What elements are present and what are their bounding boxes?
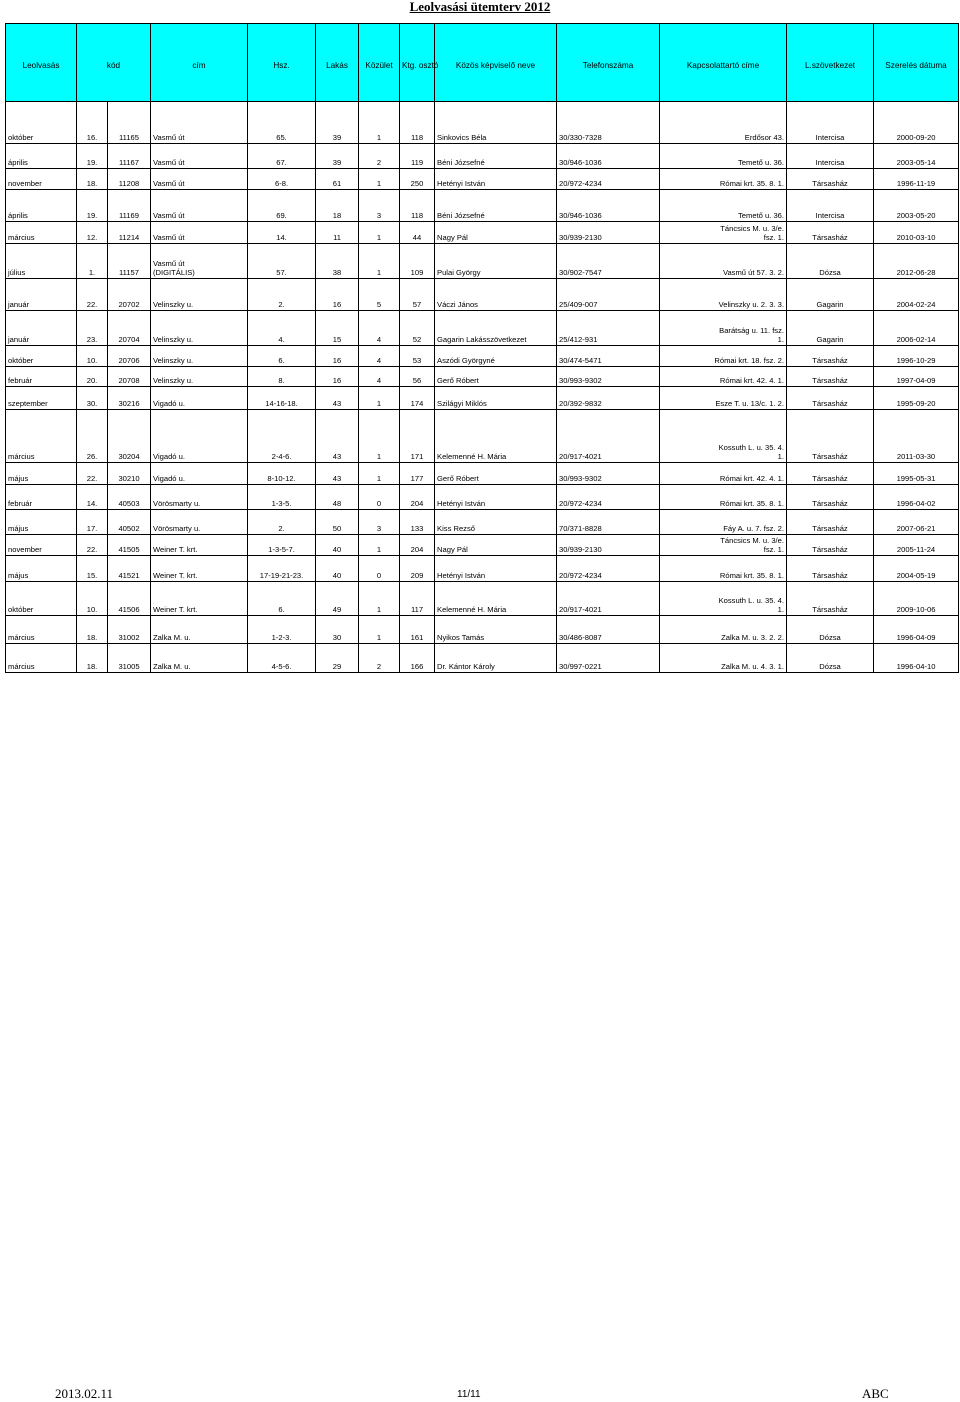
table-cell: 1 [359,410,400,463]
table-cell: 4. [248,311,316,346]
table-cell: 43 [316,463,359,485]
table-cell: Társasház [787,222,874,244]
table-cell: 2-4-6. [248,410,316,463]
table-cell: Váczi János [435,279,557,311]
table-cell: Gagarin [787,311,874,346]
table-cell: 30/330-7328 [557,102,660,144]
table-cell: 30/939-2130 [557,222,660,244]
table-cell: 17-19-21-23. [248,556,316,582]
table-cell: 20702 [108,279,151,311]
table-cell: 40502 [108,510,151,535]
table-row [6,556,959,582]
header-cell: Leolvasás [6,24,77,102]
header-cell: Lakás [316,24,359,102]
table-cell: 20/972-4234 [557,485,660,510]
table-cell: Zalka M. u. [151,644,248,673]
table-row [6,346,959,367]
table-cell: 16 [316,279,359,311]
table-cell: 26. [77,410,108,463]
table-cell: Weiner T. krt. [151,556,248,582]
table-cell: Zalka M. u. 4. 3. 1. [660,644,787,673]
table-cell: 52 [400,311,435,346]
table-cell: Béni Józsefné [435,190,557,222]
table-row [6,279,959,311]
table-cell: 1995-09-20 [874,387,959,410]
table-cell: Barátság u. 11. fsz. 1. [660,311,787,346]
table-cell: 11157 [108,244,151,279]
table-cell: 250 [400,169,435,190]
table-cell: 19. [77,190,108,222]
table-cell: október [6,102,77,144]
table-cell: március [6,222,77,244]
table-cell: Dózsa [787,616,874,644]
table-cell: Dózsa [787,644,874,673]
table-cell: május [6,556,77,582]
table-cell: Társasház [787,410,874,463]
table-cell: 20/972-4234 [557,556,660,582]
table-row [6,244,959,279]
table-cell: február [6,485,77,510]
table-cell: 1 [359,387,400,410]
table-cell: 2000-09-20 [874,102,959,144]
table-cell: október [6,346,77,367]
table-cell: 1-3-5-7. [248,535,316,556]
table-cell: január [6,279,77,311]
header-cell: Közület [359,24,400,102]
table-cell: 109 [400,244,435,279]
table-cell: 1-2-3. [248,616,316,644]
table-cell: 133 [400,510,435,535]
table-cell: 1997-04-09 [874,367,959,387]
table-cell: 69. [248,190,316,222]
table-cell: 30/902-7547 [557,244,660,279]
table-cell: 6-8. [248,169,316,190]
table-header-row [6,24,959,102]
table-cell: Kiss Rezső [435,510,557,535]
table-cell: 20708 [108,367,151,387]
header-cell: Közös képviselő neve [435,24,557,102]
footer-date: 2013.02.11 [55,1386,114,1401]
footer-page-number: 11/11 [457,1389,481,1400]
table-cell: Gerő Róbert [435,463,557,485]
table-cell: 30/486-8087 [557,616,660,644]
table-cell: 23. [77,311,108,346]
table-cell: 49 [316,582,359,616]
table-cell: 41506 [108,582,151,616]
table-cell: 30/993-9302 [557,463,660,485]
table-cell: Nagy Pál [435,535,557,556]
table-cell: 174 [400,387,435,410]
table-cell: Dr. Kántor Károly [435,644,557,673]
table-row [6,616,959,644]
table-cell: 3 [359,190,400,222]
table-cell: 11 [316,222,359,244]
table-cell: 30/997-0221 [557,644,660,673]
table-cell: 25/409-007 [557,279,660,311]
table-cell: Társasház [787,463,874,485]
table-cell: Társasház [787,582,874,616]
header-cell: Kapcsolattartó címe [660,24,787,102]
table-cell: 4 [359,367,400,387]
table-cell: Intercisa [787,144,874,169]
table-row [6,510,959,535]
table-cell: 31005 [108,644,151,673]
table-cell: Intercisa [787,190,874,222]
header-cell: cím [151,24,248,102]
table-cell: Dózsa [787,244,874,279]
table-cell: március [6,644,77,673]
table-cell: 14. [248,222,316,244]
table-cell: 2010-03-10 [874,222,959,244]
table-cell: május [6,510,77,535]
table-cell: Vigadó u. [151,410,248,463]
table-cell: 10. [77,582,108,616]
table-cell: 56 [400,367,435,387]
table-cell: Táncsics M. u. 3/e. fsz. 1. [660,222,787,244]
table-cell: 30/993-9302 [557,367,660,387]
table-cell: Vörösmarty u. [151,510,248,535]
table-cell: Vigadó u. [151,387,248,410]
table-cell: 30/946-1036 [557,190,660,222]
table-cell: április [6,190,77,222]
table-cell: 1 [359,102,400,144]
table-cell: 1 [359,244,400,279]
table-cell: Intercisa [787,102,874,144]
table-cell: Pulai György [435,244,557,279]
table-cell: Hetényi István [435,556,557,582]
table-cell: 1. [77,244,108,279]
table-cell: Vigadó u. [151,463,248,485]
table-cell: 166 [400,644,435,673]
header-cell: Ktg. osztó [400,24,435,102]
table-cell: Weiner T. krt. [151,582,248,616]
table-cell: 67. [248,144,316,169]
table-cell: 1 [359,535,400,556]
table-cell: 20/917-4021 [557,410,660,463]
table-cell: 18. [77,644,108,673]
table-cell: 20/972-4234 [557,169,660,190]
table-row [6,190,959,222]
table-cell: 48 [316,485,359,510]
table-cell: 22. [77,463,108,485]
table-cell: Béni Józsefné [435,144,557,169]
table-cell: 177 [400,463,435,485]
table-cell: 43 [316,410,359,463]
table-cell: 2. [248,279,316,311]
table-cell: 1996-04-10 [874,644,959,673]
table-cell: 16 [316,346,359,367]
table-cell: Esze T. u. 13/c. 1. 2. [660,387,787,410]
table-cell: január [6,311,77,346]
table-cell: 209 [400,556,435,582]
table-cell: 2. [248,510,316,535]
table-cell: 22. [77,279,108,311]
table-cell: november [6,169,77,190]
table-cell: március [6,410,77,463]
table-cell: 44 [400,222,435,244]
table-cell: Fáy A. u. 7. fsz. 2. [660,510,787,535]
table-cell: Velinszky u. [151,367,248,387]
table-cell: 204 [400,535,435,556]
table-cell: Aszódi Györgyné [435,346,557,367]
table-cell: Velinszky u. 2. 3. 3. [660,279,787,311]
table-cell: 43 [316,387,359,410]
table-cell: 1 [359,582,400,616]
footer-code: ABC [862,1386,889,1401]
table-cell: Zalka M. u. 3. 2. 2. [660,616,787,644]
table-cell: 22. [77,535,108,556]
table-cell: 50 [316,510,359,535]
table-cell: 25/412-931 [557,311,660,346]
header-cell: L.szövetkezet [787,24,874,102]
table-cell: 2 [359,144,400,169]
table-cell: 29 [316,644,359,673]
table-cell: 171 [400,410,435,463]
table-cell: Vasmű út [151,190,248,222]
table-cell: 1996-10-29 [874,346,959,367]
table-row [6,367,959,387]
table-cell: 1 [359,463,400,485]
table-cell: 38 [316,244,359,279]
table-cell: szeptember [6,387,77,410]
table-cell: 11165 [108,102,151,144]
table-cell: 4 [359,311,400,346]
table-cell: 31002 [108,616,151,644]
table-cell: Római krt. 42. 4. 1. [660,367,787,387]
table-cell: 1995-05-31 [874,463,959,485]
table-cell: 161 [400,616,435,644]
table-cell: Vörösmarty u. [151,485,248,510]
table-cell: május [6,463,77,485]
table-cell: Kossuth L. u. 35. 4. 1. [660,582,787,616]
table-cell: Velinszky u. [151,279,248,311]
table-cell: 30/939-2130 [557,535,660,556]
table-cell: 40503 [108,485,151,510]
table-cell: 2003-05-20 [874,190,959,222]
table-cell: Sinkovics Béla [435,102,557,144]
table-cell: 65. [248,102,316,144]
table-cell: március [6,616,77,644]
table-cell: 11214 [108,222,151,244]
table-cell: 119 [400,144,435,169]
table-cell: Erdősor 43. [660,102,787,144]
table-cell: Római krt. 42. 4. 1. [660,463,787,485]
table-cell: 12. [77,222,108,244]
table-cell: 1-3-5. [248,485,316,510]
table-cell: 2006-02-14 [874,311,959,346]
table-cell: 30216 [108,387,151,410]
table-row [6,311,959,346]
table-cell: 16 [316,367,359,387]
table-cell: Temető u. 36. [660,144,787,169]
table-cell: 0 [359,485,400,510]
table-cell: 2012-06-28 [874,244,959,279]
table-cell: 57 [400,279,435,311]
table-cell: Vasmű út [151,222,248,244]
table-cell: Kelemenné H. Mária [435,410,557,463]
table-cell: Velinszky u. [151,311,248,346]
table-cell: 40 [316,556,359,582]
table-cell: 2011-03-30 [874,410,959,463]
table-cell: 15. [77,556,108,582]
table-cell: Római krt. 35. 8. 1. [660,169,787,190]
table-row [6,102,959,144]
table-cell: Társasház [787,556,874,582]
table-cell: Velinszky u. [151,346,248,367]
table-row [6,410,959,463]
table-cell: Szilágyi Miklós [435,387,557,410]
table-cell: 11167 [108,144,151,169]
table-cell: 18. [77,169,108,190]
table-row [6,144,959,169]
table-cell: 2004-05-19 [874,556,959,582]
table-cell: 61 [316,169,359,190]
table-cell: 2004-02-24 [874,279,959,311]
table-cell: Kossuth L. u. 35. 4. 1. [660,410,787,463]
table-cell: 118 [400,190,435,222]
table-cell: Nyikos Tamás [435,616,557,644]
table-cell: 41521 [108,556,151,582]
table-cell: 2005-11-24 [874,535,959,556]
table-cell: 30/946-1036 [557,144,660,169]
header-cell: kód [77,24,151,102]
table-cell: 70/371-8828 [557,510,660,535]
table-cell: 118 [400,102,435,144]
table-row [6,387,959,410]
table-cell: Római krt. 35. 8. 1. [660,485,787,510]
table-cell: 40 [316,535,359,556]
header-cell: Szerelés dátuma [874,24,959,102]
table-cell: július [6,244,77,279]
table-cell: 2009-10-06 [874,582,959,616]
schedule-table [5,23,959,673]
table-cell: 5 [359,279,400,311]
table-cell: 30/474-5471 [557,346,660,367]
table-cell: 2003-05-14 [874,144,959,169]
table-cell: 10. [77,346,108,367]
table-cell: 30210 [108,463,151,485]
table-cell: Társasház [787,485,874,510]
table-cell: Gerő Róbert [435,367,557,387]
table-row [6,463,959,485]
table-cell: Római krt. 18. fsz. 2. [660,346,787,367]
table-cell: 30. [77,387,108,410]
table-cell: 117 [400,582,435,616]
table-cell: 53 [400,346,435,367]
table-cell: 11208 [108,169,151,190]
table-cell: Társasház [787,535,874,556]
table-cell: Nagy Pál [435,222,557,244]
table-cell: 20704 [108,311,151,346]
table-cell: Temető u. 36. [660,190,787,222]
table-cell: 1 [359,169,400,190]
table-cell: 15 [316,311,359,346]
table-cell: Weiner T. krt. [151,535,248,556]
table-cell: Hetényi István [435,485,557,510]
table-cell: 11169 [108,190,151,222]
table-cell: Vasmű út 57. 3. 2. [660,244,787,279]
table-cell: 39 [316,144,359,169]
table-cell: Vasmű út [151,169,248,190]
table-cell: Társasház [787,510,874,535]
table-cell: 30 [316,616,359,644]
table-cell: 20/917-4021 [557,582,660,616]
page-title: Leolvasási ütemterv 2012 [409,0,551,14]
table-cell: Római krt. 35. 8. 1. [660,556,787,582]
table-cell: 6. [248,582,316,616]
table-cell: 14. [77,485,108,510]
table-cell: 18 [316,190,359,222]
table-cell: Gagarin [787,279,874,311]
table-cell: Vasmű út [151,102,248,144]
table-cell: 20. [77,367,108,387]
table-cell: Vasmű út (DIGITÁLIS) [151,244,248,279]
table-cell: Társasház [787,346,874,367]
table-row [6,582,959,616]
table-cell: 16. [77,102,108,144]
table-cell: 17. [77,510,108,535]
table-cell: február [6,367,77,387]
header-cell: Telefonszáma [557,24,660,102]
table-cell: április [6,144,77,169]
table-cell: 30204 [108,410,151,463]
table-cell: 57. [248,244,316,279]
table-cell: Társasház [787,387,874,410]
table-cell: október [6,582,77,616]
table-cell: Hetényi István [435,169,557,190]
table-cell: 41505 [108,535,151,556]
table-row [6,485,959,510]
table-row [6,644,959,673]
table-row [6,169,959,190]
table-cell: 4 [359,346,400,367]
table-cell: 19. [77,144,108,169]
table-cell: 1 [359,222,400,244]
table-cell: Társasház [787,367,874,387]
table-cell: 20706 [108,346,151,367]
table-cell: 18. [77,616,108,644]
table-cell: 4-5-6. [248,644,316,673]
table-cell: 6. [248,346,316,367]
table-cell: Kelemenné H. Mária [435,582,557,616]
table-cell: 8. [248,367,316,387]
table-cell: Táncsics M. u. 3/e. fsz. 1. [660,535,787,556]
table-cell: 14-16-18. [248,387,316,410]
header-cell: Hsz. [248,24,316,102]
table-cell: 2 [359,644,400,673]
table-cell: 20/392-9832 [557,387,660,410]
table-cell: Gagarin Lakásszövetkezet [435,311,557,346]
table-row [6,222,959,244]
table-cell: 2007-06-21 [874,510,959,535]
table-cell: Zalka M. u. [151,616,248,644]
table-cell: 1996-04-09 [874,616,959,644]
table-cell: 204 [400,485,435,510]
table-cell: Társasház [787,169,874,190]
table-cell: 0 [359,556,400,582]
table-cell: 1996-11-19 [874,169,959,190]
table-cell: 8-10-12. [248,463,316,485]
table-cell: 1 [359,616,400,644]
table-cell: 39 [316,102,359,144]
table-row [6,535,959,556]
table-cell: 1996-04-02 [874,485,959,510]
table-cell: Vasmű út [151,144,248,169]
table-cell: november [6,535,77,556]
table-cell: 3 [359,510,400,535]
